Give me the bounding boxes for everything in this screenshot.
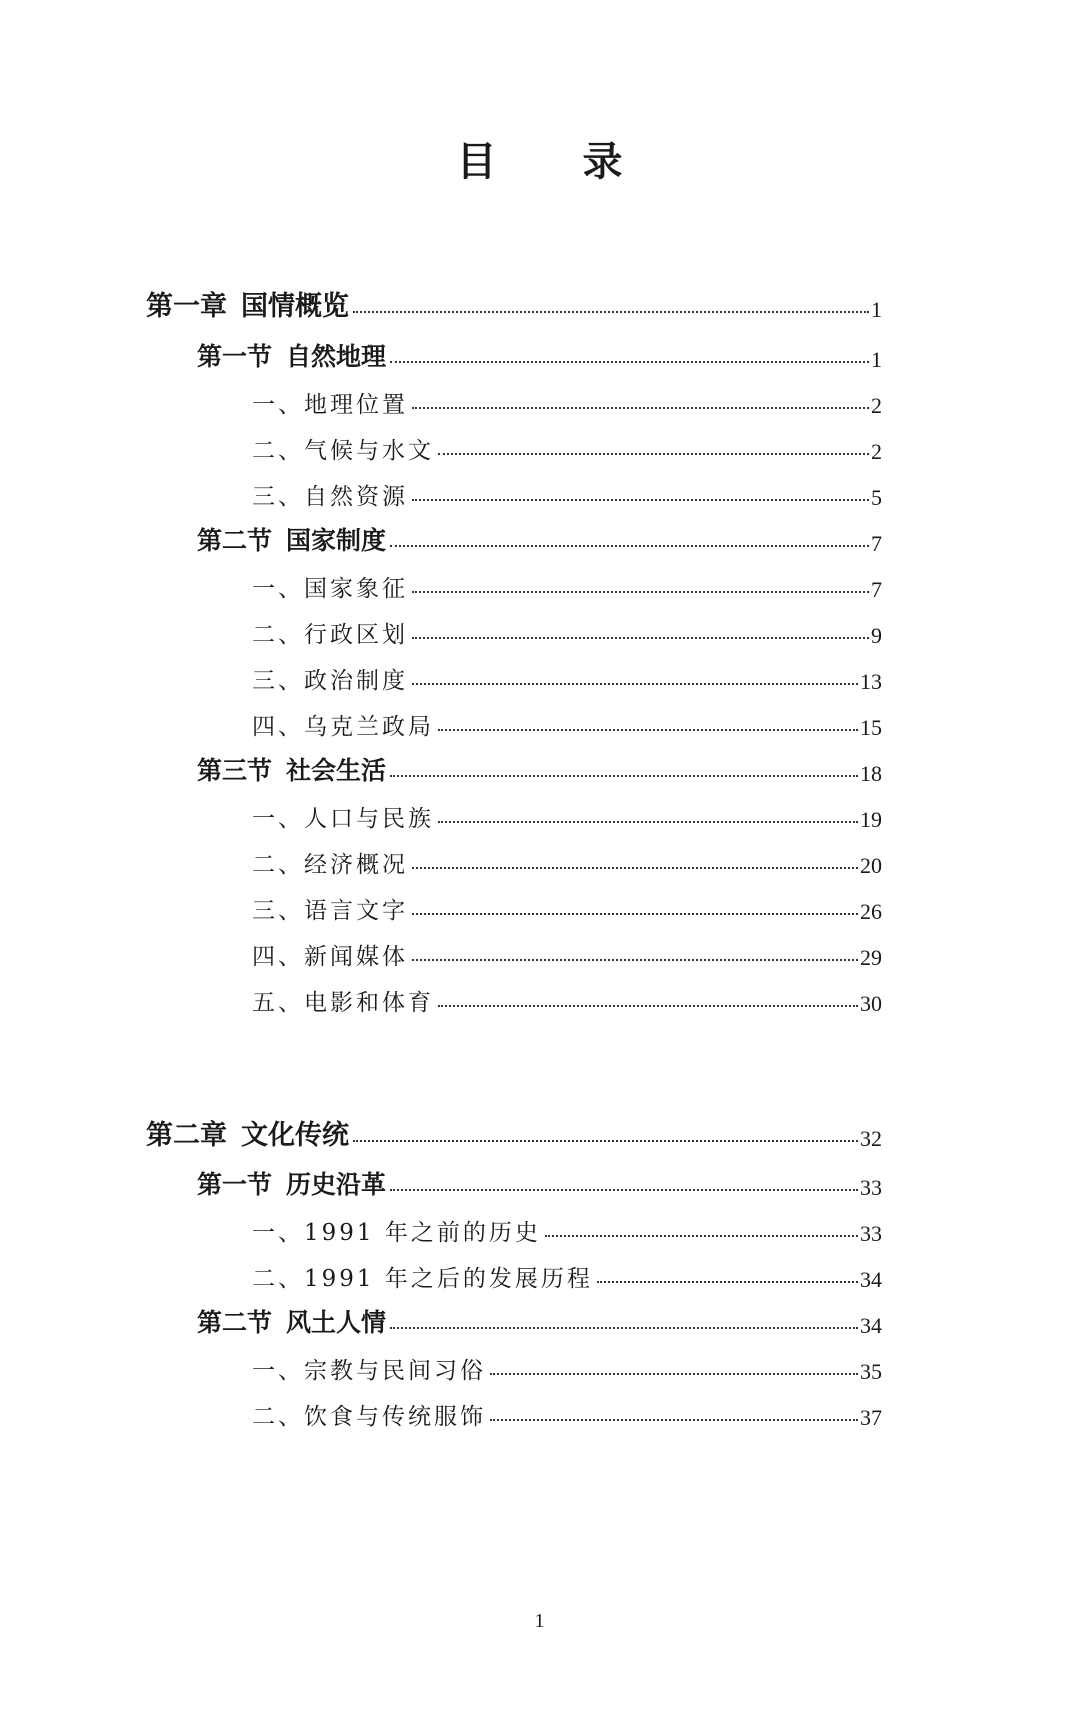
toc-entry-item[interactable] [252, 609, 882, 649]
item-title: 二、气候与水文 [252, 438, 434, 464]
item-title: 一、宗教与民间习俗 [252, 1358, 486, 1384]
toc-entry-section[interactable] [197, 747, 882, 787]
item-title: 四、乌克兰政局 [252, 714, 434, 740]
toc-entry-item[interactable] [252, 1207, 882, 1247]
item-title: 一、国家象征 [252, 576, 408, 602]
chapter-title: 国情概览 [241, 291, 349, 322]
entry-page-number: 7 [871, 577, 882, 602]
section-number: 第二节 [197, 526, 273, 555]
section-number: 第三节 [197, 756, 273, 785]
entry-page-number: 34 [860, 1267, 882, 1292]
dot-leader [597, 1281, 858, 1283]
dot-leader [438, 729, 858, 731]
dot-leader [545, 1235, 858, 1237]
toc-entry-item[interactable] [252, 655, 882, 695]
dot-leader [412, 683, 858, 685]
dot-leader [438, 1005, 858, 1007]
toc-entry-item[interactable] [252, 379, 882, 419]
item-title: 二、经济概况 [252, 852, 408, 878]
entry-page-number: 19 [860, 807, 882, 832]
dot-leader [438, 821, 858, 823]
item-title: 二、饮食与传统服饰 [252, 1404, 486, 1430]
dot-leader [412, 867, 858, 869]
toc-entry-section[interactable] [197, 1161, 882, 1201]
chapter-title: 文化传统 [241, 1120, 349, 1151]
dot-leader [490, 1419, 858, 1421]
toc-entry-item[interactable] [252, 1391, 882, 1431]
section-number: 第一节 [197, 342, 273, 371]
dot-leader [390, 361, 869, 363]
entry-page-number: 2 [871, 393, 882, 418]
toc-entry-item[interactable] [252, 1253, 882, 1293]
toc-entry-item[interactable] [252, 931, 882, 971]
entry-page-number: 37 [860, 1405, 882, 1430]
entry-page-number: 33 [860, 1221, 882, 1246]
item-title: 二、行政区划 [252, 622, 408, 648]
toc-entry-item[interactable] [252, 425, 882, 465]
dot-leader [412, 913, 858, 915]
dot-leader [390, 545, 869, 547]
section-number: 第一节 [197, 1170, 273, 1199]
entry-page-number: 2 [871, 439, 882, 464]
toc-entry-item[interactable] [252, 977, 882, 1017]
entry-page-number: 20 [860, 853, 882, 878]
item-title: 二、1991 年之后的发展历程 [252, 1266, 593, 1292]
toc-entry-item[interactable] [252, 793, 882, 833]
dot-leader [353, 1140, 858, 1142]
dot-leader [412, 499, 869, 501]
entry-page-number: 30 [860, 991, 882, 1016]
item-title: 三、政治制度 [252, 668, 408, 694]
section-title: 自然地理 [286, 342, 387, 371]
dot-leader [412, 637, 869, 639]
entry-page-number: 26 [860, 899, 882, 924]
toc-entry-section[interactable] [197, 517, 882, 557]
dot-leader [412, 959, 858, 961]
dot-leader [353, 311, 869, 313]
toc-entry-section[interactable] [197, 333, 882, 373]
entry-page-number: 15 [860, 715, 882, 740]
toc-entry-section[interactable] [197, 1299, 882, 1339]
item-title: 一、地理位置 [252, 392, 408, 418]
toc-entry-item[interactable] [252, 1345, 882, 1385]
dot-leader [390, 1327, 858, 1329]
dot-leader [412, 591, 869, 593]
toc-entry-item[interactable] [252, 471, 882, 511]
item-title: 三、语言文字 [252, 898, 408, 924]
entry-page-number: 32 [860, 1126, 882, 1151]
entry-page-number: 7 [871, 531, 882, 556]
section-title: 历史沿革 [286, 1170, 387, 1199]
toc-entry-item[interactable] [252, 885, 882, 925]
item-title: 一、人口与民族 [252, 806, 434, 832]
entry-page-number: 34 [860, 1313, 882, 1338]
item-title: 四、新闻媒体 [252, 944, 408, 970]
page-title: 目 录 [456, 138, 659, 185]
dot-leader [438, 453, 869, 455]
section-title: 风土人情 [286, 1308, 387, 1337]
item-title: 一、1991 年之前的历史 [252, 1220, 541, 1246]
dot-leader [390, 775, 858, 777]
entry-page-number: 1 [871, 297, 882, 322]
chapter-number: 第二章 [146, 1120, 227, 1151]
entry-page-number: 9 [871, 623, 882, 648]
item-title: 五、电影和体育 [252, 990, 434, 1016]
section-number: 第二节 [197, 1308, 273, 1337]
dot-leader [412, 407, 869, 409]
toc-entry-item[interactable] [252, 563, 882, 603]
entry-page-number: 33 [860, 1175, 882, 1200]
entry-page-number: 18 [860, 761, 882, 786]
toc-entry-item[interactable] [252, 839, 882, 879]
entry-page-number: 29 [860, 945, 882, 970]
toc-entry-item[interactable] [252, 701, 882, 741]
section-title: 国家制度 [286, 526, 387, 555]
chapter-number: 第一章 [146, 291, 227, 322]
entry-page-number: 35 [860, 1359, 882, 1384]
dot-leader [490, 1373, 858, 1375]
entry-page-number: 1 [871, 347, 882, 372]
toc-entry-chapter[interactable] [146, 1112, 882, 1152]
entry-page-number: 13 [860, 669, 882, 694]
toc-entry-chapter[interactable] [146, 283, 882, 323]
page-number: 1 [534, 1610, 545, 1632]
dot-leader [390, 1189, 858, 1191]
item-title: 三、自然资源 [252, 484, 408, 510]
section-title: 社会生活 [286, 756, 387, 785]
entry-page-number: 5 [871, 485, 882, 510]
